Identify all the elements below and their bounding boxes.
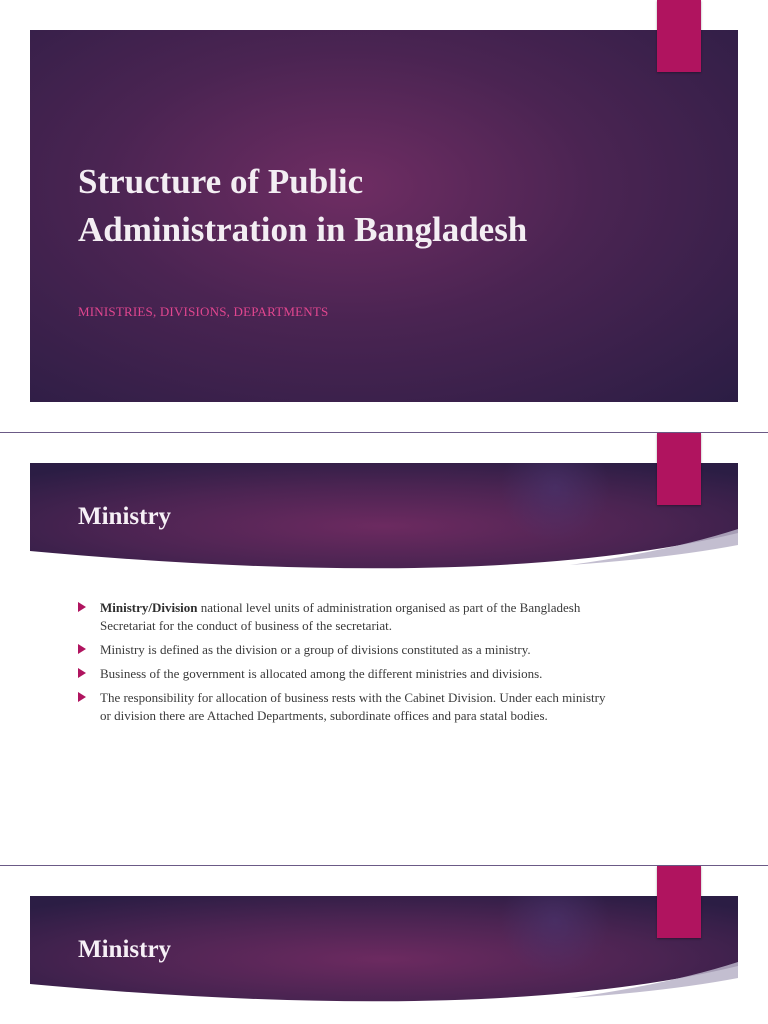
bullet-text: Ministry is defined as the division or a group of divisions constituted as a ministry.: [100, 642, 531, 657]
triangle-bullet-icon: [78, 692, 86, 702]
list-item: [78, 599, 618, 635]
bullet-text: The responsibility for allocation of business rests with the Cabinet Division. Under each ministry or division there are Attached Departments, subordinate offices and para statal bodies.: [100, 690, 606, 723]
slide-title: [0, 0, 768, 432]
presentation-subtitle: MINISTRIES, DIVISIONS, DEPARTMENTS: [78, 304, 329, 319]
slide-heading: Ministry: [78, 936, 172, 963]
triangle-bullet-icon: [78, 644, 86, 654]
slide-ministry: [0, 433, 768, 865]
list-item: [78, 665, 618, 683]
accent-tab: [657, 0, 701, 72]
bullet-text: Business of the government is allocated among the different ministries and divisions.: [100, 666, 543, 681]
accent-tab: [657, 433, 701, 505]
list-item: [78, 689, 618, 725]
slide-ministry-2: [0, 866, 768, 1024]
title-line-1: Structure of Public: [78, 162, 364, 201]
triangle-bullet-icon: [78, 602, 86, 612]
triangle-bullet-icon: [78, 668, 86, 678]
accent-tab: [657, 866, 701, 938]
bullet-lead: Ministry/Division: [100, 600, 198, 615]
presentation-title: [78, 158, 678, 254]
slide-heading: Ministry: [78, 503, 172, 530]
bullet-text: national level units of administration organised as part of the Bangladesh Secretariat for the conduct of business of the secretariat.: [100, 600, 581, 633]
list-item: [78, 641, 618, 659]
bullet-list: [78, 599, 618, 731]
title-line-2: Administration in Bangladesh: [78, 210, 528, 249]
